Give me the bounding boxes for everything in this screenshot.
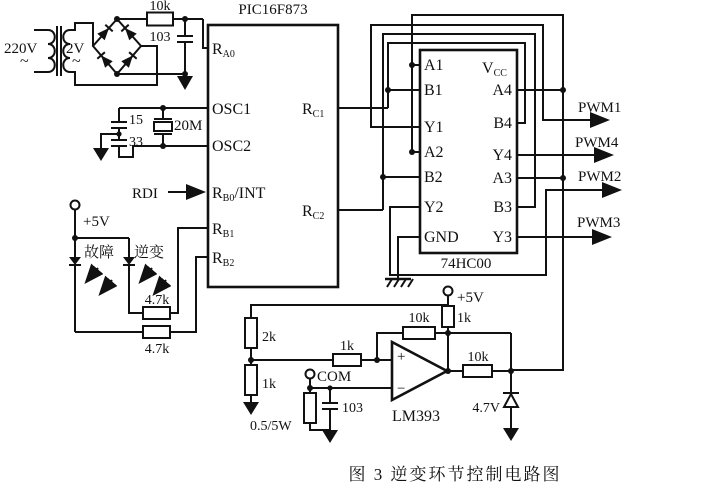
shunt-label: 0.5/5W: [250, 419, 292, 434]
pic-pin-rc2: RC2: [302, 203, 325, 222]
capacitor-103b-label: 103: [342, 401, 363, 416]
invert-label: 逆变: [134, 245, 165, 261]
resistor-4k7-upper: [143, 307, 170, 319]
figure-caption: 图 3 逆变环节控制电路图: [348, 465, 562, 484]
terminal-com: [306, 370, 315, 379]
resistor-4k7-lower: [143, 326, 170, 338]
nand-pin-b3: B3: [493, 199, 512, 216]
terminal-plus5v-mid: [444, 287, 453, 296]
pic-pin-ra0: RA0: [212, 41, 235, 60]
pic-pin-rb2: RB2: [212, 250, 235, 269]
nand-pin-b1: B1: [424, 82, 443, 99]
crystal-body: [154, 122, 172, 131]
pic-pin-rb1: RB1: [212, 221, 235, 240]
resistor-10k-top-label: 10k: [149, 0, 171, 14]
nand-title: 74HC00: [440, 256, 492, 272]
invert-led-ray-icon: [141, 268, 152, 281]
nand-pin-gnd: GND: [424, 229, 459, 246]
nand-pin-a4: A4: [492, 82, 512, 99]
wire-to-rb2: [170, 257, 208, 332]
pic-pin-rb0-int: RB0/INT: [212, 185, 266, 204]
fault-led-ray-icon: [101, 280, 112, 293]
resistor-1k-pullup: [442, 306, 454, 327]
cap-33-label: 33: [129, 135, 143, 150]
resistor-10k-feedback: [403, 327, 435, 339]
bridge-rectifier: [93, 19, 141, 74]
zener-leads: [503, 371, 519, 428]
ground-arrow-com: [322, 430, 338, 443]
plus5v-mid-label: +5V: [457, 290, 484, 306]
resistor-10k-out-label: 10k: [467, 350, 489, 365]
resistor-1k-pullup-label: 1k: [457, 311, 471, 326]
zener-label: 4.7V: [472, 401, 500, 416]
comparator-stage: [243, 287, 519, 444]
transformer-core: [57, 26, 61, 76]
pwm2-label: PWM2: [578, 169, 622, 185]
nand-pin-y3: Y3: [492, 229, 512, 246]
resistor-4k7-lower-label: 4.7k: [144, 342, 170, 357]
wire-to-rb1: [170, 228, 208, 313]
invert-led-ray-icon: [155, 280, 166, 293]
ground-arrow-bridge: [177, 76, 193, 90]
pic-chip-body: [208, 25, 338, 287]
pic-title: PIC16F873: [238, 2, 308, 18]
resistor-10k-feedback-label: 10k: [408, 311, 430, 326]
pwm1-label: PWM1: [578, 100, 622, 116]
secondary-voltage-label: 2V: [66, 41, 85, 57]
rdi-label: RDI: [132, 186, 158, 202]
primary-ac-tilde: ~: [20, 53, 29, 70]
resistor-1k-series-label: 1k: [340, 339, 354, 354]
fault-led-branch: [69, 238, 81, 332]
ground-arrow-osc: [93, 148, 109, 161]
nand-pin-b2: B2: [424, 169, 443, 186]
resistor-1k-bottom: [245, 365, 257, 395]
cap-15-label: 15: [129, 113, 143, 128]
resistor-2k: [245, 318, 257, 348]
pic-pin-rc1: RC1: [302, 101, 325, 120]
nand-pin-a2: A2: [424, 144, 444, 161]
pic-pin-osc1: OSC1: [212, 101, 252, 118]
nand-pin-a3: A3: [492, 170, 512, 187]
wire-nand-gnd: [398, 237, 420, 278]
indicator-stage: [69, 201, 208, 358]
nand-pin-vcc: VCC: [482, 60, 507, 79]
zener-diode: [504, 394, 518, 407]
nand-stage: [338, 15, 621, 370]
oscillator-stage: [93, 105, 208, 161]
resistor-2k-label: 2k: [262, 330, 276, 345]
lm393-title: LM393: [392, 408, 440, 425]
secondary-ac-tilde: ~: [72, 53, 81, 70]
nand-pin-y4: Y4: [492, 147, 512, 164]
plus5v-left-label: +5V: [83, 214, 110, 230]
resistor-4k7-upper-label: 4.7k: [144, 293, 170, 308]
power-input-stage: [4, 0, 208, 90]
nand-pin-b4: B4: [493, 115, 512, 132]
crystal-label: 20M: [174, 118, 203, 134]
resistor-10k-top: [147, 13, 173, 26]
capacitor-103-filter: [177, 19, 193, 74]
resistor-1k-bottom-label: 1k: [262, 377, 276, 392]
lm393-plus-input: +: [397, 349, 406, 365]
fault-led-ray-icon: [87, 268, 98, 281]
fault-led: [69, 257, 81, 265]
pwm3-label: PWM3: [577, 215, 621, 231]
resistor-10k-out: [463, 365, 492, 377]
ground-arrow-zener: [503, 428, 519, 441]
com-label: COM: [317, 369, 352, 385]
primary-voltage-label: 220V: [4, 41, 38, 57]
ground-arrow-divider: [243, 402, 259, 415]
fault-label: 故障: [84, 245, 115, 261]
nand-pin-y2: Y2: [424, 199, 444, 216]
capacitor-103-filter-label: 103: [149, 30, 171, 45]
pic-pin-osc2: OSC2: [212, 138, 252, 155]
nand-pin-a1: A1: [424, 57, 444, 74]
earth-ground-nand: [385, 279, 413, 287]
resistor-1k-series: [333, 354, 361, 366]
terminal-plus5v-left: [71, 201, 80, 210]
pwm4-label: PWM4: [575, 135, 619, 151]
lm393-minus-input: −: [397, 381, 406, 397]
nand-pin-y1: Y1: [424, 119, 444, 136]
resistor-com: [304, 393, 316, 423]
